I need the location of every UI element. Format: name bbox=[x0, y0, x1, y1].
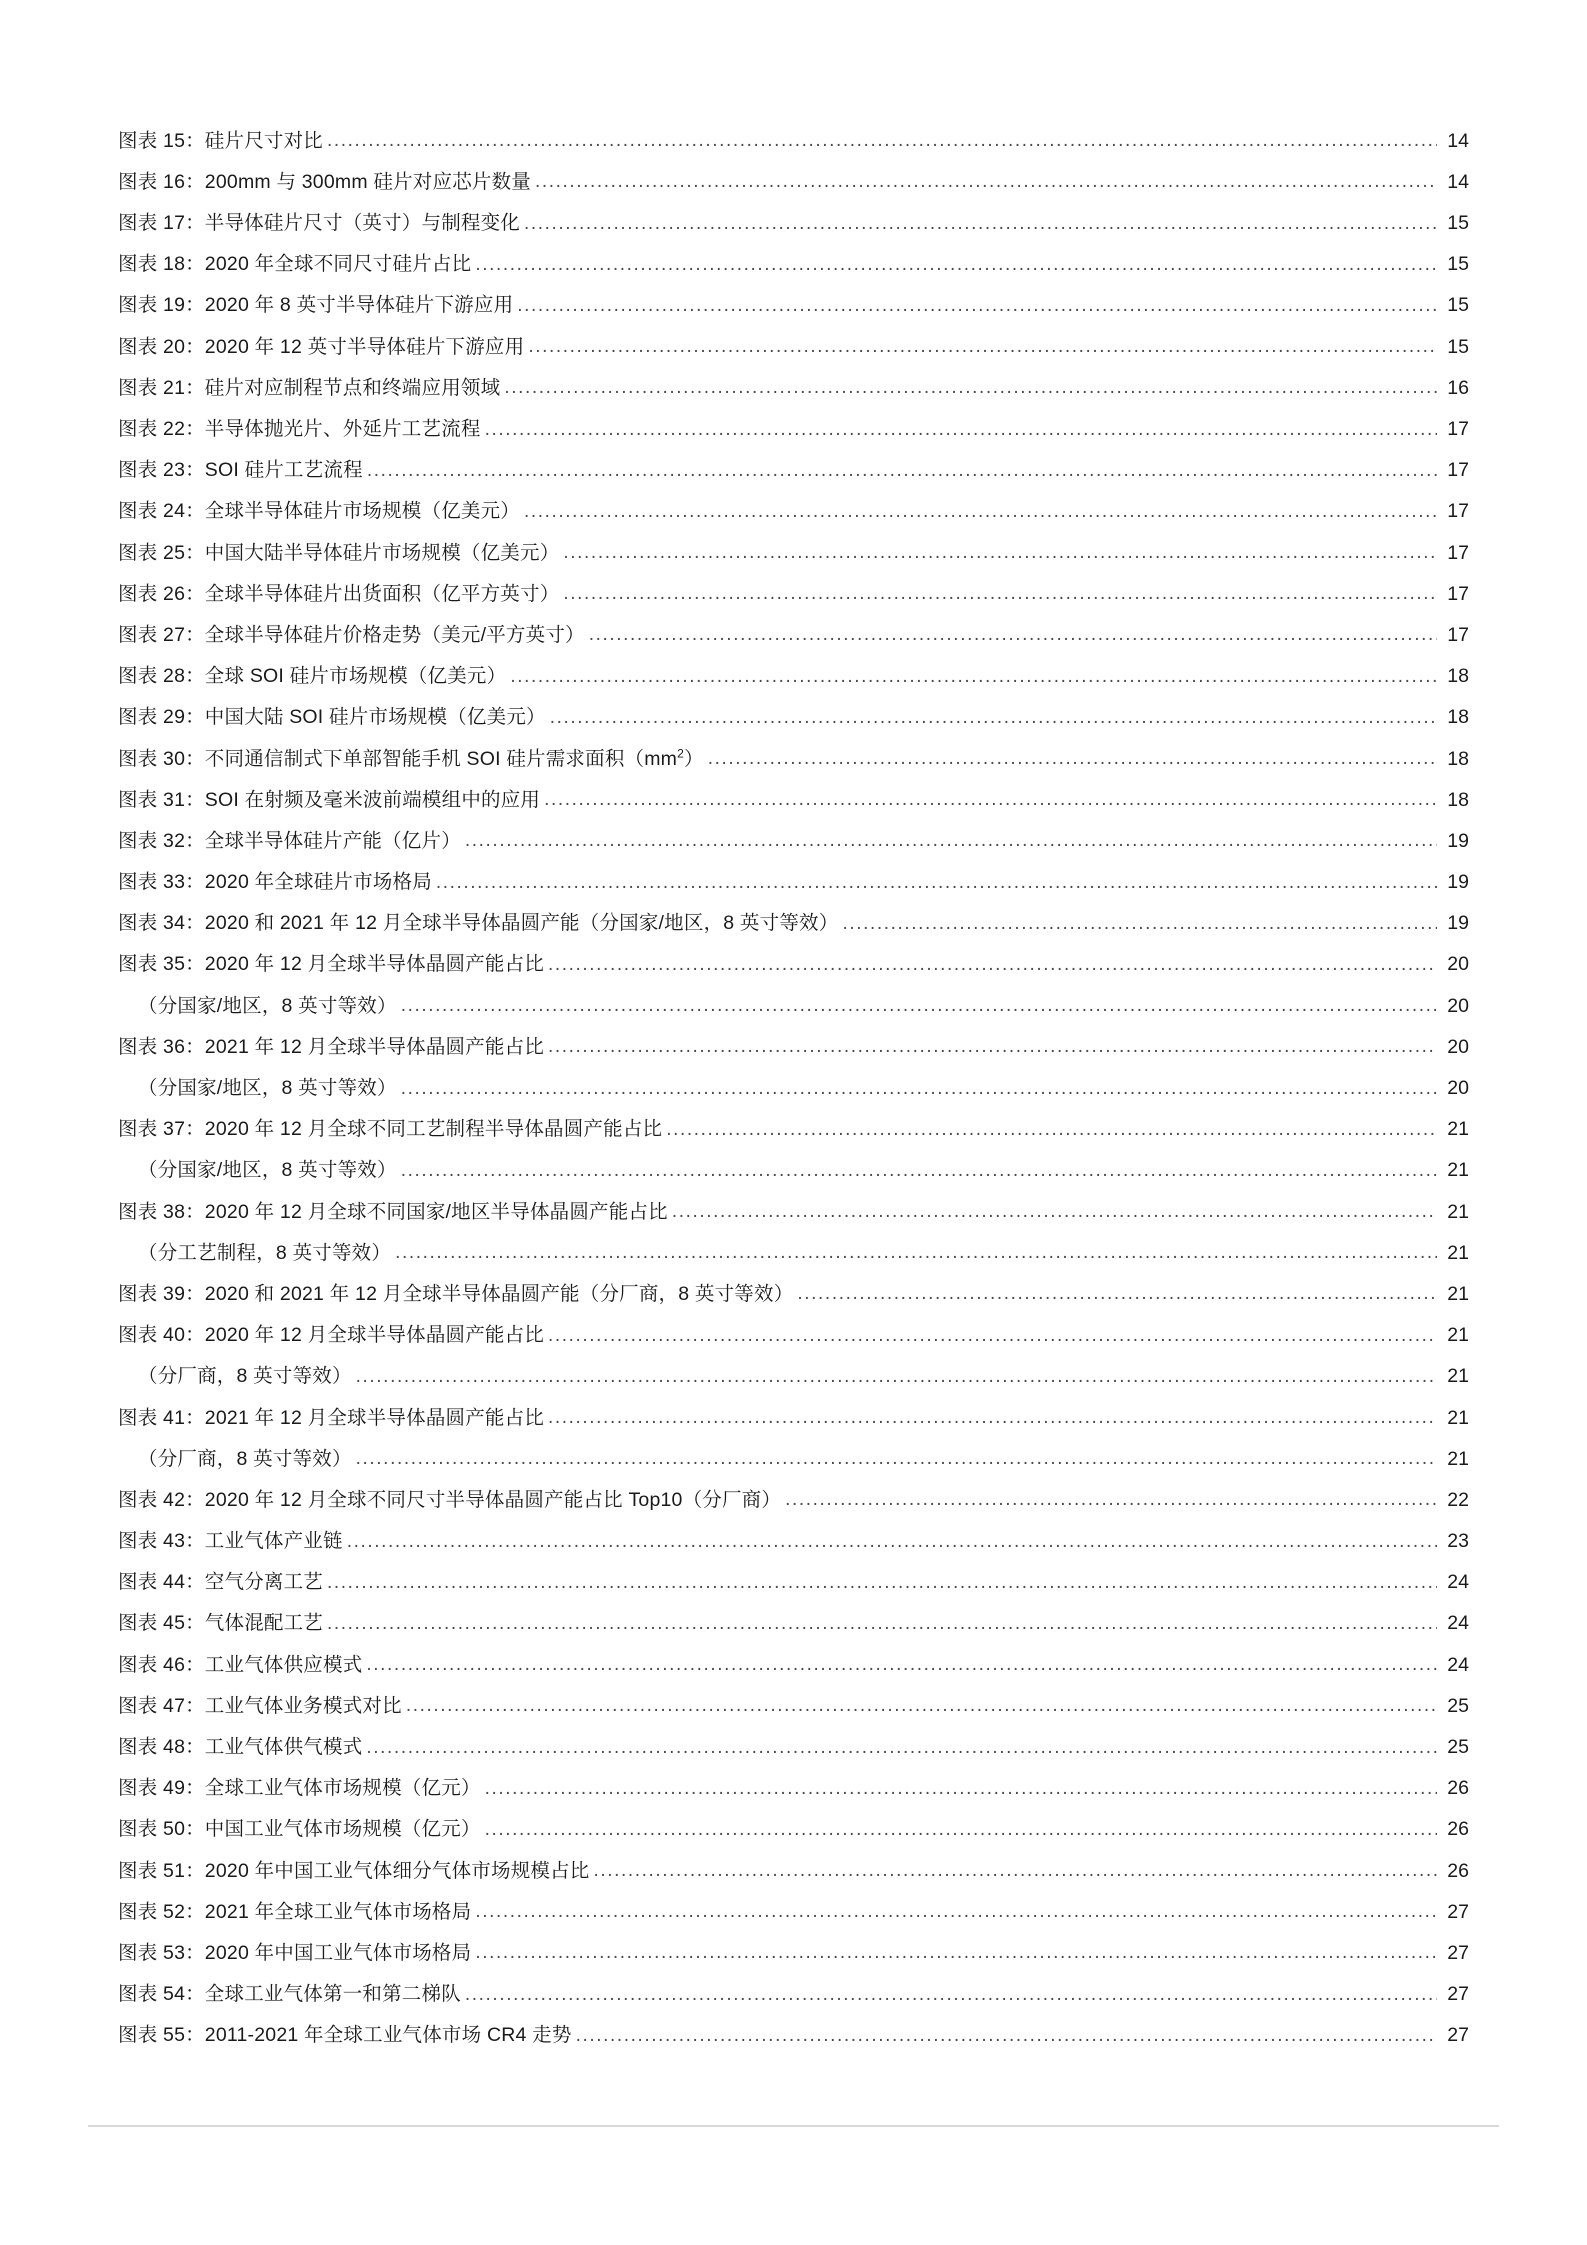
toc-leader-dots bbox=[485, 1778, 1437, 1798]
toc-entry-label: 图表 31：SOI 在射频及毫米波前端模组中的应用 bbox=[118, 788, 541, 811]
toc-entry[interactable] bbox=[118, 1222, 1469, 1263]
toc-leader-dots bbox=[672, 1202, 1437, 1222]
toc-entry-label: （分国家/地区，8 英寸等效） bbox=[138, 1077, 397, 1099]
toc-entry-page-number: 17 bbox=[1447, 459, 1469, 482]
toc-entry[interactable] bbox=[118, 440, 1469, 481]
toc-entry-page-number: 19 bbox=[1447, 829, 1469, 852]
toc-entry-page-number: 19 bbox=[1447, 871, 1469, 894]
toc-entry-label: 图表 21：硅片对应制程节点和终端应用领域 bbox=[118, 376, 501, 399]
toc-entry-label: 图表 28：全球 SOI 硅片市场规模（亿美元） bbox=[118, 665, 507, 688]
table-of-contents-list bbox=[118, 110, 1469, 2046]
toc-entry-page-number: 27 bbox=[1447, 1983, 1469, 2006]
toc-entry[interactable] bbox=[118, 687, 1469, 728]
toc-entry-label: （分工艺制程，8 英寸等效） bbox=[138, 1241, 392, 1264]
toc-entry-page-number: 18 bbox=[1447, 747, 1469, 770]
toc-entry[interactable] bbox=[118, 1304, 1469, 1345]
toc-entry-label: 图表 27：全球半导体硅片价格走势（美元/平方英寸） bbox=[118, 623, 585, 646]
toc-leader-dots bbox=[548, 954, 1437, 974]
toc-leader-dots bbox=[475, 1943, 1437, 1963]
toc-entry-page-number: 26 bbox=[1447, 1777, 1469, 1800]
toc-entry[interactable] bbox=[118, 192, 1469, 233]
toc-entry[interactable] bbox=[118, 1593, 1469, 1634]
toc-entry-label: 图表 43：工业气体产业链 bbox=[118, 1530, 343, 1553]
toc-entry-page-number: 20 bbox=[1447, 994, 1469, 1017]
toc-leader-dots bbox=[524, 213, 1437, 233]
toc-entry-label: （分厂商，8 英寸等效） bbox=[138, 1365, 352, 1388]
toc-leader-dots bbox=[548, 1408, 1437, 1428]
toc-entry[interactable] bbox=[118, 1716, 1469, 1757]
toc-entry[interactable] bbox=[118, 1428, 1469, 1469]
toc-leader-dots bbox=[465, 1984, 1437, 2004]
toc-entry-label: 图表 39：2020 和 2021 年 12 月全球半导体晶圆产能（分厂商，8 英寸等效） bbox=[118, 1282, 794, 1305]
toc-entry-label: 图表 29：中国大陆 SOI 硅片市场规模（亿美元） bbox=[118, 706, 546, 729]
toc-leader-dots bbox=[548, 1325, 1437, 1345]
toc-entry-page-number: 24 bbox=[1447, 1571, 1469, 1594]
toc-leader-dots bbox=[666, 1119, 1437, 1139]
toc-entry[interactable] bbox=[118, 810, 1469, 851]
toc-entry-label: 图表 54：全球工业气体第一和第二梯队 bbox=[118, 1983, 461, 2006]
toc-entry[interactable] bbox=[118, 934, 1469, 975]
toc-entry-page-number: 18 bbox=[1447, 706, 1469, 729]
toc-entry[interactable] bbox=[118, 110, 1469, 151]
toc-entry-page-number: 21 bbox=[1447, 1365, 1469, 1388]
toc-entry-label: 图表 52：2021 年全球工业气体市场格局 bbox=[118, 1900, 472, 1923]
toc-entry-label: 图表 41：2021 年 12 月全球半导体晶圆产能占比 bbox=[118, 1406, 545, 1429]
toc-entry[interactable] bbox=[118, 1675, 1469, 1716]
toc-entry[interactable] bbox=[118, 234, 1469, 275]
toc-leader-dots bbox=[548, 1037, 1437, 1057]
toc-entry-label: 图表 30：不同通信制式下单部智能手机 SOI 硅片需求面积$(mm^2)$ bbox=[118, 746, 704, 770]
toc-leader-dots bbox=[395, 1243, 1437, 1263]
toc-leader-dots bbox=[485, 419, 1437, 439]
toc-entry[interactable] bbox=[118, 275, 1469, 316]
toc-entry-label: 图表 34：2020 和 2021 年 12 月全球半导体晶圆产能（分国家/地区，8 英寸等效） bbox=[118, 912, 839, 935]
toc-leader-dots bbox=[366, 1737, 1437, 1757]
toc-entry[interactable] bbox=[118, 645, 1469, 686]
toc-entry-page-number: 23 bbox=[1447, 1530, 1469, 1553]
toc-entry-page-number: 21 bbox=[1447, 1241, 1469, 1264]
toc-leader-dots bbox=[563, 543, 1437, 563]
toc-leader-dots bbox=[504, 378, 1437, 398]
toc-entry-label: 图表 44：空气分离工艺 bbox=[118, 1571, 324, 1594]
toc-entry-page-number: 17 bbox=[1447, 418, 1469, 440]
toc-entry[interactable] bbox=[118, 1263, 1469, 1304]
toc-leader-dots bbox=[436, 872, 1437, 892]
toc-entry-page-number: 21 bbox=[1447, 1159, 1469, 1182]
toc-entry-label: （分厂商，8 英寸等效） bbox=[138, 1447, 352, 1470]
toc-entry-page-number: 18 bbox=[1447, 665, 1469, 688]
toc-entry-label: 图表 50：中国工业气体市场规模（亿元） bbox=[118, 1818, 481, 1841]
toc-entry[interactable] bbox=[118, 1552, 1469, 1593]
toc-entry-page-number: 15 bbox=[1447, 253, 1469, 276]
toc-leader-dots bbox=[327, 131, 1437, 151]
toc-entry-label: （分国家/地区，8 英寸等效） bbox=[138, 1159, 397, 1182]
toc-entry-label: 图表 25：中国大陆半导体硅片市场规模（亿美元） bbox=[118, 541, 560, 564]
toc-entry[interactable] bbox=[118, 357, 1469, 398]
toc-leader-dots bbox=[465, 831, 1437, 851]
toc-entry-page-number: 14 bbox=[1447, 170, 1469, 193]
toc-entry[interactable] bbox=[118, 1099, 1469, 1140]
toc-entry-label: 图表 36：2021 年 12 月全球半导体晶圆产能占比 bbox=[118, 1035, 545, 1058]
toc-entry-page-number: 20 bbox=[1447, 953, 1469, 976]
toc-leader-dots bbox=[327, 1572, 1437, 1592]
toc-leader-dots bbox=[576, 2025, 1437, 2045]
toc-leader-dots bbox=[475, 1902, 1437, 1922]
toc-entry-page-number: 18 bbox=[1447, 788, 1469, 811]
toc-entry-label: 图表 49：全球工业气体市场规模（亿元） bbox=[118, 1777, 481, 1800]
toc-entry-page-number: 21 bbox=[1447, 1200, 1469, 1223]
toc-leader-dots bbox=[544, 790, 1437, 810]
toc-leader-dots bbox=[594, 1861, 1437, 1881]
toc-entry-label: 图表 18：2020 年全球不同尺寸硅片占比 bbox=[118, 253, 472, 276]
toc-leader-dots bbox=[510, 666, 1437, 686]
toc-leader-dots bbox=[563, 584, 1437, 604]
toc-leader-dots bbox=[356, 1449, 1437, 1469]
toc-entry-page-number: 25 bbox=[1447, 1694, 1469, 1717]
toc-entry[interactable] bbox=[118, 1963, 1469, 2004]
toc-leader-dots bbox=[485, 1819, 1437, 1839]
toc-entry[interactable] bbox=[118, 975, 1469, 1016]
toc-entry-label: （分国家/地区，8 英寸等效） bbox=[138, 994, 397, 1017]
toc-entry[interactable] bbox=[118, 1387, 1469, 1428]
toc-entry[interactable] bbox=[118, 1057, 1469, 1098]
toc-entry-page-number: 24 bbox=[1447, 1653, 1469, 1676]
toc-entry-label: 图表 20：2020 年 12 英寸半导体硅片下游应用 bbox=[118, 335, 525, 358]
toc-entry-page-number: 27 bbox=[1447, 2024, 1469, 2047]
toc-entry-page-number: 20 bbox=[1447, 1035, 1469, 1058]
toc-entry-label: 图表 33：2020 年全球硅片市场格局 bbox=[118, 871, 432, 894]
toc-leader-dots bbox=[475, 254, 1437, 274]
toc-entry[interactable] bbox=[118, 1510, 1469, 1551]
toc-entry[interactable] bbox=[118, 1469, 1469, 1510]
toc-leader-dots bbox=[535, 172, 1437, 192]
toc-entry-page-number: 26 bbox=[1447, 1818, 1469, 1841]
toc-entry-page-number: 14 bbox=[1447, 129, 1469, 152]
toc-entry-label: 图表 47：工业气体业务模式对比 bbox=[118, 1694, 402, 1717]
toc-entry-label: 图表 48：工业气体供气模式 bbox=[118, 1736, 363, 1758]
toc-leader-dots bbox=[366, 1655, 1437, 1675]
toc-leader-dots bbox=[797, 1284, 1437, 1304]
toc-entry-label: 图表 53：2020 年中国工业气体市场格局 bbox=[118, 1941, 472, 1964]
toc-entry-page-number: 24 bbox=[1447, 1612, 1469, 1635]
toc-entry[interactable] bbox=[118, 1140, 1469, 1181]
toc-entry-label: 图表 15：硅片尺寸对比 bbox=[118, 129, 324, 152]
toc-leader-dots bbox=[356, 1366, 1437, 1386]
toc-leader-dots bbox=[785, 1490, 1437, 1510]
toc-leader-dots bbox=[401, 1078, 1437, 1098]
toc-entry-page-number: 15 bbox=[1447, 212, 1469, 235]
toc-entry[interactable] bbox=[118, 316, 1469, 357]
toc-entry[interactable] bbox=[118, 2005, 1469, 2046]
toc-entry-page-number: 15 bbox=[1447, 294, 1469, 317]
toc-entry[interactable] bbox=[118, 1758, 1469, 1799]
toc-entry-page-number: 21 bbox=[1447, 1447, 1469, 1470]
footer-divider bbox=[88, 2125, 1499, 2127]
toc-entry-label: 图表 16：200mm 与 300mm 硅片对应芯片数量 bbox=[118, 170, 532, 193]
toc-entry[interactable] bbox=[118, 1799, 1469, 1840]
toc-entry-page-number: 15 bbox=[1447, 335, 1469, 358]
toc-leader-dots bbox=[406, 1696, 1437, 1716]
toc-entry-label: 图表 22：半导体抛光片、外延片工艺流程 bbox=[118, 418, 481, 440]
toc-entry[interactable] bbox=[118, 851, 1469, 892]
toc-entry[interactable] bbox=[118, 728, 1469, 769]
toc-leader-dots bbox=[550, 707, 1437, 727]
toc-entry-page-number: 19 bbox=[1447, 912, 1469, 935]
toc-entry-page-number: 21 bbox=[1447, 1118, 1469, 1141]
toc-entry[interactable] bbox=[118, 1881, 1469, 1922]
toc-entry[interactable] bbox=[118, 893, 1469, 934]
toc-entry-page-number: 26 bbox=[1447, 1859, 1469, 1882]
toc-leader-dots bbox=[347, 1531, 1437, 1551]
toc-entry-label: 图表 46：工业气体供应模式 bbox=[118, 1653, 363, 1676]
toc-leader-dots bbox=[524, 501, 1437, 521]
toc-entry-label: 图表 42：2020 年 12 月全球不同尺寸半导体晶圆产能占比 Top10（分厂商） bbox=[118, 1488, 782, 1511]
toc-entry[interactable] bbox=[118, 398, 1469, 439]
toc-entry-label: 图表 40：2020 年 12 月全球半导体晶圆产能占比 bbox=[118, 1324, 545, 1347]
toc-entry[interactable] bbox=[118, 522, 1469, 563]
toc-entry[interactable] bbox=[118, 481, 1469, 522]
toc-entry-label: 图表 51：2020 年中国工业气体细分气体市场规模占比 bbox=[118, 1859, 590, 1882]
toc-entry-page-number: 16 bbox=[1447, 376, 1469, 399]
toc-entry-label: 图表 38：2020 年 12 月全球不同国家/地区半导体晶圆产能占比 bbox=[118, 1200, 668, 1223]
toc-entry[interactable] bbox=[118, 1922, 1469, 1963]
toc-entry-page-number: 17 bbox=[1447, 623, 1469, 646]
toc-entry-page-number: 17 bbox=[1447, 500, 1469, 523]
toc-entry-label: 图表 17：半导体硅片尺寸（英寸）与制程变化 bbox=[118, 212, 521, 235]
toc-entry[interactable] bbox=[118, 151, 1469, 192]
toc-entry-page-number: 20 bbox=[1447, 1077, 1469, 1099]
toc-entry-page-number: 22 bbox=[1447, 1488, 1469, 1511]
toc-entry[interactable] bbox=[118, 1181, 1469, 1222]
toc-entry-page-number: 21 bbox=[1447, 1324, 1469, 1347]
toc-entry-label: 图表 26：全球半导体硅片出货面积（亿平方英寸） bbox=[118, 582, 560, 605]
toc-leader-dots bbox=[401, 1160, 1437, 1180]
toc-entry-label: 图表 55：2011-2021 年全球工业气体市场 CR4 走势 bbox=[118, 2024, 572, 2047]
toc-leader-dots bbox=[842, 913, 1437, 933]
toc-entry-label: 图表 45：气体混配工艺 bbox=[118, 1612, 324, 1635]
toc-entry-page-number: 25 bbox=[1447, 1736, 1469, 1758]
toc-entry-page-number: 27 bbox=[1447, 1941, 1469, 1964]
toc-entry-page-number: 17 bbox=[1447, 582, 1469, 605]
toc-leader-dots bbox=[401, 996, 1437, 1016]
toc-entry[interactable] bbox=[118, 604, 1469, 645]
toc-entry-label: 图表 24：全球半导体硅片市场规模（亿美元） bbox=[118, 500, 521, 523]
toc-entry-label: 图表 32：全球半导体硅片产能（亿片） bbox=[118, 829, 461, 852]
toc-entry[interactable] bbox=[118, 769, 1469, 810]
toc-entry[interactable] bbox=[118, 1840, 1469, 1881]
toc-entry-label: 图表 37：2020 年 12 月全球不同工艺制程半导体晶圆产能占比 bbox=[118, 1118, 663, 1141]
toc-entry[interactable] bbox=[118, 1346, 1469, 1387]
toc-entry-label: 图表 35：2020 年 12 月全球半导体晶圆产能占比 bbox=[118, 953, 545, 976]
toc-leader-dots bbox=[708, 749, 1437, 769]
toc-entry[interactable] bbox=[118, 1634, 1469, 1675]
toc-entry-label: 图表 19：2020 年 8 英寸半导体硅片下游应用 bbox=[118, 294, 514, 317]
toc-leader-dots bbox=[517, 295, 1437, 315]
toc-entry-page-number: 27 bbox=[1447, 1900, 1469, 1923]
toc-entry[interactable] bbox=[118, 563, 1469, 604]
toc-leader-dots bbox=[327, 1613, 1437, 1633]
toc-entry-page-number: 17 bbox=[1447, 541, 1469, 564]
toc-leader-dots bbox=[367, 460, 1437, 480]
toc-entry[interactable] bbox=[118, 1016, 1469, 1057]
toc-entry-page-number: 21 bbox=[1447, 1406, 1469, 1429]
toc-entry-page-number: 21 bbox=[1447, 1282, 1469, 1305]
toc-leader-dots bbox=[589, 625, 1437, 645]
toc-leader-dots bbox=[528, 337, 1437, 357]
toc-entry-label: 图表 23：SOI 硅片工艺流程 bbox=[118, 459, 363, 482]
